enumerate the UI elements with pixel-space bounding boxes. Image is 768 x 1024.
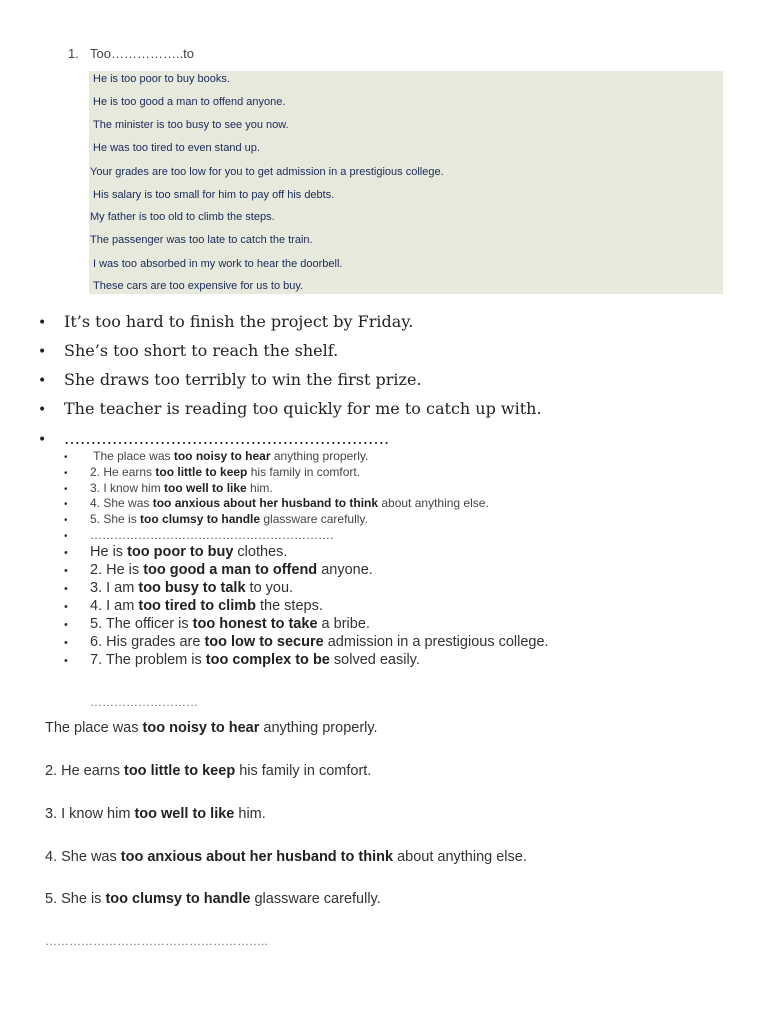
text-segment: 5. The officer is — [90, 616, 193, 632]
text-segment: 3. I know him — [90, 481, 165, 495]
example-line: He is too good a man to offend anyone. — [93, 96, 286, 108]
text-segment: 2. He earns — [90, 465, 156, 479]
text-segment: him. — [246, 481, 273, 495]
bullet-icon: • — [64, 484, 68, 495]
list-item — [64, 496, 489, 512]
paragraph — [45, 762, 371, 780]
bullet-icon: • — [64, 452, 68, 463]
paragraph — [45, 848, 527, 866]
bullet-icon: • — [64, 499, 68, 510]
text-segment: about anything else. — [393, 849, 527, 865]
text-segment: anything properly. — [270, 449, 369, 463]
bold-phrase: too little to keep — [124, 763, 236, 779]
bold-phrase: too clumsy to handle — [140, 512, 261, 526]
dotted-separator: ……………………… — [90, 695, 198, 709]
bold-phrase: too anxious about her husband to think — [152, 496, 379, 510]
text-segment: ……………………………………………………. — [90, 528, 334, 542]
list-number: 1. — [68, 46, 79, 61]
bold-phrase: too well to like — [164, 481, 247, 495]
bullet-icon: • — [64, 583, 68, 595]
bold-phrase: too honest to take — [192, 616, 318, 632]
bullet-icon: • — [64, 601, 68, 613]
text-segment: to you. — [245, 580, 294, 596]
list-item — [64, 633, 549, 652]
text-segment: 4. She was — [45, 849, 121, 865]
paragraph — [45, 890, 381, 908]
bold-phrase: too well to like — [134, 806, 235, 822]
list-item-text: She draws too terribly to win the first prize. — [64, 370, 422, 389]
example-line: These cars are too expensive for us to buy. — [93, 280, 304, 292]
bullet-icon: • — [38, 373, 47, 389]
bullet-icon: • — [38, 402, 47, 418]
list-item — [64, 615, 370, 634]
bullet-icon: • — [64, 547, 68, 559]
text-segment: solved easily. — [329, 652, 420, 668]
text-segment: him. — [234, 806, 266, 822]
text-segment: glassware carefully. — [260, 512, 368, 526]
text-segment: clothes. — [233, 544, 288, 560]
text-segment: He is — [90, 544, 128, 560]
text-segment: 5. She is — [45, 891, 106, 907]
list-item — [64, 651, 420, 670]
heading-text: Too……………..to — [90, 46, 195, 61]
bullet-icon: • — [64, 637, 68, 649]
bullet-icon: • — [38, 344, 47, 360]
text-segment: a bribe. — [317, 616, 370, 632]
text-segment: 2. He earns — [45, 763, 124, 779]
text-segment: 4. I am — [90, 598, 139, 614]
text-segment: The place was — [45, 720, 143, 736]
bullet-icon: • — [64, 655, 68, 667]
example-line: I was too absorbed in my work to hear the doorbell. — [93, 258, 343, 270]
paragraph — [45, 719, 378, 737]
text-segment: his family in comfort. — [247, 465, 361, 479]
dotted-separator: ……………………………………………….. — [45, 934, 268, 948]
bullet-icon: • — [64, 515, 68, 526]
bold-phrase: too clumsy to handle — [105, 891, 251, 907]
example-line: His salary is too small for him to pay off his debts. — [93, 189, 335, 201]
bullet-icon: • — [64, 531, 68, 542]
example-line: My father is too old to climb the steps. — [90, 211, 275, 223]
text-segment: admission in a prestigious college. — [323, 634, 549, 650]
text-segment: 3. I know him — [45, 806, 135, 822]
list-item — [64, 481, 273, 497]
text-segment: anyone. — [317, 562, 373, 578]
list-item — [64, 543, 287, 562]
bullet-icon: • — [64, 565, 68, 577]
list-item-text: The teacher is reading too quickly for me to catch up with. — [64, 399, 542, 418]
bold-phrase: too noisy to hear — [173, 449, 271, 463]
text-segment: 4. She was — [90, 496, 153, 510]
bullet-icon: • — [38, 315, 47, 331]
text-segment: about anything else. — [378, 496, 489, 510]
list-item — [38, 429, 389, 450]
text-segment: glassware carefully. — [250, 891, 381, 907]
paragraph — [45, 805, 266, 823]
bold-phrase: too little to keep — [155, 465, 248, 479]
example-line: He was too tired to even stand up. — [93, 142, 260, 154]
text-segment: 7. The problem is — [90, 652, 206, 668]
example-line: Your grades are too low for you to get admission in a prestigious college. — [90, 166, 444, 178]
bold-phrase: too busy to talk — [138, 580, 246, 596]
list-item-text: She’s too short to reach the shelf. — [64, 341, 339, 360]
bullet-icon: • — [38, 432, 47, 448]
text-segment: The place was — [90, 449, 174, 463]
bold-phrase: too good a man to offend — [143, 562, 318, 578]
text-segment: 3. I am — [90, 580, 139, 596]
list-item — [38, 399, 542, 420]
list-item — [38, 370, 422, 391]
example-line: The passenger was too late to catch the train. — [90, 234, 313, 246]
text-segment: his family in comfort. — [235, 763, 372, 779]
example-line: He is too poor to buy books. — [93, 73, 230, 85]
bold-phrase: too noisy to hear — [142, 720, 260, 736]
list-item — [38, 312, 413, 333]
bold-phrase: too tired to climb — [138, 598, 256, 614]
list-item — [64, 449, 368, 465]
list-item — [64, 465, 360, 481]
section-heading — [68, 46, 194, 62]
list-item — [64, 579, 293, 598]
example-line: The minister is too busy to see you now. — [93, 119, 289, 131]
bold-phrase: too poor to buy — [127, 544, 234, 560]
list-item — [38, 341, 338, 362]
list-item — [64, 528, 333, 544]
bullet-icon: • — [64, 619, 68, 631]
list-item — [64, 561, 373, 580]
text-segment: 6. His grades are — [90, 634, 205, 650]
text-segment: 5. She is — [90, 512, 141, 526]
bold-phrase: too complex to be — [205, 652, 330, 668]
bullet-icon: • — [64, 468, 68, 479]
text-segment: 2. He is — [90, 562, 144, 578]
list-item-text: ……………………………………………………. — [64, 429, 390, 448]
text-segment: anything properly. — [259, 720, 378, 736]
bold-phrase: too anxious about her husband to think — [120, 849, 394, 865]
bold-phrase: too low to secure — [204, 634, 324, 650]
list-item — [64, 512, 368, 528]
text-segment: the steps. — [255, 598, 323, 614]
example-box — [89, 71, 723, 294]
list-item-text: It’s too hard to finish the project by Friday. — [64, 312, 414, 331]
list-item — [64, 597, 323, 616]
